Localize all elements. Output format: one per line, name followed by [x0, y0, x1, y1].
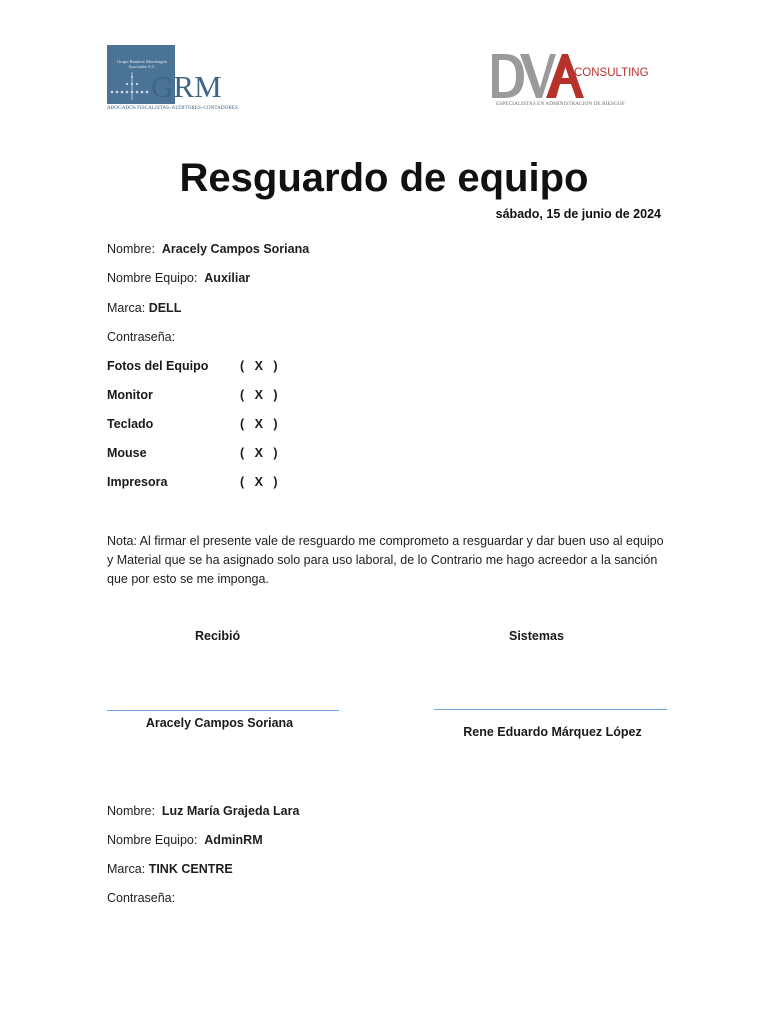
record2-marca	[107, 861, 233, 877]
equipo-value: AdminRM	[204, 833, 263, 847]
nombre-label: Nombre:	[107, 242, 155, 256]
checklist-item-mark: ( X )	[240, 475, 278, 489]
marca-label: Marca:	[107, 862, 146, 876]
checklist-item-mark: ( X )	[240, 388, 278, 402]
record2-password	[107, 890, 175, 906]
marca-value: TINK CENTRE	[148, 862, 233, 876]
checklist-item-label: Monitor	[107, 388, 153, 402]
checklist-item-label: Teclado	[107, 417, 154, 431]
nota-paragraph: Nota: Al firmar el presente vale de resguardo me comprometo a resguardar y dar buen uso al equipo y Material que se ha asignado solo para uso laboral, de lo Contrario me hago acreedor a la sanción que por esto se me imponga.	[107, 534, 664, 586]
marca-label: Marca:	[107, 301, 146, 315]
record1-password	[107, 329, 175, 345]
record1-equipo	[107, 270, 250, 286]
grm-logo-tagline: ABOGADOS FISCALISTAS–AUDITORES–CONTADORES	[107, 105, 238, 111]
nombre-value: Luz María Grajeda Lara	[161, 804, 300, 818]
record2-equipo	[107, 832, 263, 848]
nombre-label: Nombre:	[107, 804, 155, 818]
dva-logo-consulting: CONSULTING	[574, 67, 649, 79]
checklist-item-label: Impresora	[107, 475, 168, 489]
checklist-item-mark: ( X )	[240, 417, 278, 431]
record1-nombre	[107, 241, 309, 257]
checklist-item-mark: ( X )	[240, 359, 278, 373]
dva-logo	[490, 52, 660, 112]
checklist-item-label: Fotos del Equipo	[107, 359, 209, 373]
grm-logo-letters: GRM	[151, 69, 222, 104]
page-title: Resguardo de equipo	[179, 156, 589, 200]
checklist-item-mark: ( X )	[240, 446, 278, 460]
document-date: sábado, 15 de junio de 2024	[495, 207, 661, 221]
signature-left-name: Aracely Campos Soriana	[145, 716, 294, 730]
marca-value: DELL	[148, 301, 182, 315]
signature-right-line	[434, 709, 667, 710]
record1-marca	[107, 300, 181, 316]
equipo-value: Auxiliar	[204, 271, 251, 285]
nombre-value: Aracely Campos Soriana	[161, 242, 310, 256]
dva-logo-tagline: ESPECIALISTAS EN ADMINISTRACION DE RIESGOS	[496, 101, 625, 107]
signature-right-name: Rene Eduardo Márquez López	[463, 725, 642, 739]
signature-left-heading: Recibió	[195, 629, 241, 643]
record2-nombre	[107, 803, 299, 819]
equipo-label: Nombre Equipo:	[107, 833, 198, 847]
grm-logo-small-text: Grupo Ramírez Mondragón Asociados S.C.	[117, 59, 167, 69]
password-label: Contraseña:	[107, 330, 176, 344]
grm-logo	[107, 44, 262, 114]
checklist-item-label: Mouse	[107, 446, 147, 460]
signature-right-heading: Sistemas	[509, 629, 564, 643]
password-label: Contraseña:	[107, 891, 176, 905]
equipo-label: Nombre Equipo:	[107, 271, 198, 285]
signature-left-line	[107, 710, 339, 711]
